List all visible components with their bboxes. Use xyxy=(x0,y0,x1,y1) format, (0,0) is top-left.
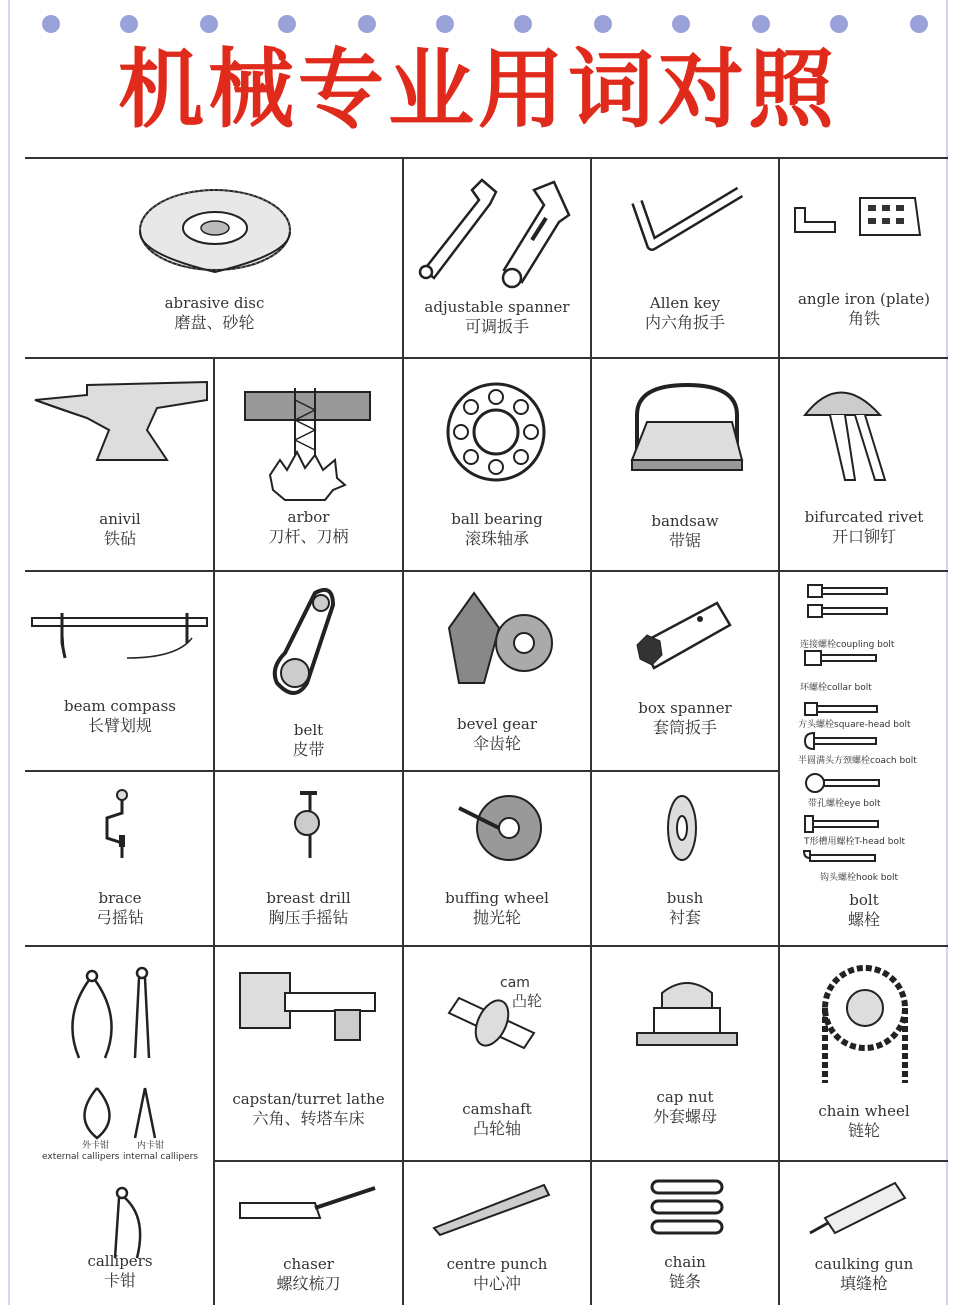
bolt-subtype: T形槽用螺栓T-head bolt xyxy=(804,837,905,847)
term-en: chain xyxy=(664,1253,706,1271)
inside-callipers-en: internal callipers xyxy=(123,1152,198,1162)
term-en: chain wheel xyxy=(818,1102,910,1120)
term-cn: 滚珠轴承 xyxy=(464,529,529,548)
cell-chaser xyxy=(215,1163,402,1305)
term-cn: 衬套 xyxy=(668,908,701,927)
term-en: Allen key xyxy=(649,294,721,312)
term-cn: 中心冲 xyxy=(472,1274,521,1293)
cam-en: cam xyxy=(500,975,530,991)
term-en: chaser xyxy=(283,1255,334,1273)
term-cn: 铁砧 xyxy=(103,529,136,548)
term-en: abrasive disc xyxy=(164,294,265,312)
term-en: cap nut xyxy=(656,1088,714,1106)
term-cn: 套筒扳手 xyxy=(652,718,717,737)
term-en: bandsaw xyxy=(651,512,719,530)
cell-bifurcated-rivet xyxy=(780,360,948,570)
term-en: capstan/turret lathe xyxy=(232,1090,385,1108)
term-en: arbor xyxy=(287,508,330,526)
cell-bolt xyxy=(780,573,948,945)
cell-adjustable-spanner xyxy=(404,160,590,357)
cell-chain xyxy=(592,1163,778,1305)
term-en: beam compass xyxy=(63,697,176,715)
cell-camshaft xyxy=(404,948,590,1160)
cell-capstan-lathe xyxy=(215,948,402,1160)
term-cn: 角铁 xyxy=(847,309,880,328)
cell-anvil xyxy=(27,360,213,570)
term-cn: 弓摇钻 xyxy=(95,908,144,927)
box-spanner-icon xyxy=(592,573,778,770)
cell-breast-drill xyxy=(215,773,402,945)
term-en: belt xyxy=(293,721,324,739)
cell-buffing-wheel xyxy=(404,773,590,945)
term-cn: 凸轮轴 xyxy=(472,1119,521,1138)
term-en: brace xyxy=(98,889,142,907)
term-cn: 可调扳手 xyxy=(464,317,529,336)
term-cn: 伞齿轮 xyxy=(472,734,521,753)
term-cn: 开口铆钉 xyxy=(831,527,896,546)
term-en: anivil xyxy=(99,510,141,528)
term-en: callipers xyxy=(87,1252,153,1270)
cell-bush xyxy=(592,773,778,945)
term-en: bolt xyxy=(849,891,879,909)
term-cn: 胸压手摇钻 xyxy=(268,908,349,927)
outside-callipers-en: external callipers xyxy=(42,1152,120,1162)
term-en: buffing wheel xyxy=(445,889,549,907)
bolt-subtype: 钩头螺栓hook bolt xyxy=(820,873,899,883)
inside-callipers-cn: 内卡钳 xyxy=(137,1141,165,1151)
term-cn: 皮带 xyxy=(292,740,325,759)
cam-cn: 凸轮 xyxy=(512,992,543,1010)
cell-bandsaw xyxy=(592,360,778,570)
term-en: ball bearing xyxy=(451,510,543,528)
cell-callipers xyxy=(27,948,213,1305)
page-title: 机械专业用词对照 xyxy=(118,40,838,140)
term-cn: 六角、转塔车床 xyxy=(252,1109,365,1128)
term-cn: 填缝枪 xyxy=(839,1274,888,1293)
bolt-subtype: 方头螺栓square-head bolt xyxy=(798,720,911,730)
term-en: bifurcated rivet xyxy=(804,508,924,526)
page-edge-left xyxy=(8,0,10,1305)
term-cn: 链轮 xyxy=(847,1121,880,1140)
term-cn: 抛光轮 xyxy=(472,908,521,927)
cell-belt xyxy=(215,573,402,770)
cell-allen-key xyxy=(592,160,778,357)
term-en: caulking gun xyxy=(814,1255,914,1273)
term-cn: 刀杆、刀柄 xyxy=(268,527,349,546)
term-cn: 长臂划规 xyxy=(87,716,152,735)
cell-cap-nut xyxy=(592,948,778,1160)
cell-beam-compass xyxy=(27,573,213,770)
cell-caulking-gun xyxy=(780,1163,948,1305)
cell-angle-iron xyxy=(780,160,948,357)
cell-bevel-gear xyxy=(404,573,590,770)
bolt-subtype: 环螺栓collar bolt xyxy=(800,683,872,693)
term-en: adjustable spanner xyxy=(424,298,570,316)
beam-compass-icon xyxy=(27,573,213,770)
bolt-subtype: 半圆满头方颈螺栓coach bolt xyxy=(798,756,917,766)
cell-box-spanner xyxy=(592,573,778,770)
bolt-subtype: 带孔螺栓eye bolt xyxy=(808,799,881,809)
term-cn: 卡钳 xyxy=(103,1271,136,1290)
term-cn: 外套螺母 xyxy=(652,1107,717,1126)
term-en: bush xyxy=(666,889,704,907)
cell-abrasive-disc xyxy=(27,160,402,357)
term-cn: 螺栓 xyxy=(847,910,880,929)
cap-nut-icon xyxy=(592,948,778,1160)
term-cn: 链条 xyxy=(668,1272,701,1291)
bolt-subtype: 连接螺栓coupling bolt xyxy=(800,640,895,650)
cell-chain-wheel xyxy=(780,948,948,1160)
term-cn: 带锯 xyxy=(668,531,701,550)
cell-arbor xyxy=(215,360,402,570)
cell-ball-bearing xyxy=(404,360,590,570)
term-en: breast drill xyxy=(266,889,351,907)
term-en: angle iron (plate) xyxy=(797,290,931,308)
cell-brace xyxy=(27,773,213,945)
term-cn: 磨盘、砂轮 xyxy=(174,313,255,332)
term-cn: 内六角扳手 xyxy=(644,313,725,332)
term-cn: 螺纹梳刀 xyxy=(276,1274,341,1293)
term-en: centre punch xyxy=(446,1255,548,1273)
cell-centre-punch xyxy=(404,1163,590,1305)
term-en: box spanner xyxy=(638,699,732,717)
outside-callipers-cn: 外卡钳 xyxy=(82,1141,110,1151)
term-en: bevel gear xyxy=(457,715,537,733)
term-en: camshaft xyxy=(462,1100,532,1118)
